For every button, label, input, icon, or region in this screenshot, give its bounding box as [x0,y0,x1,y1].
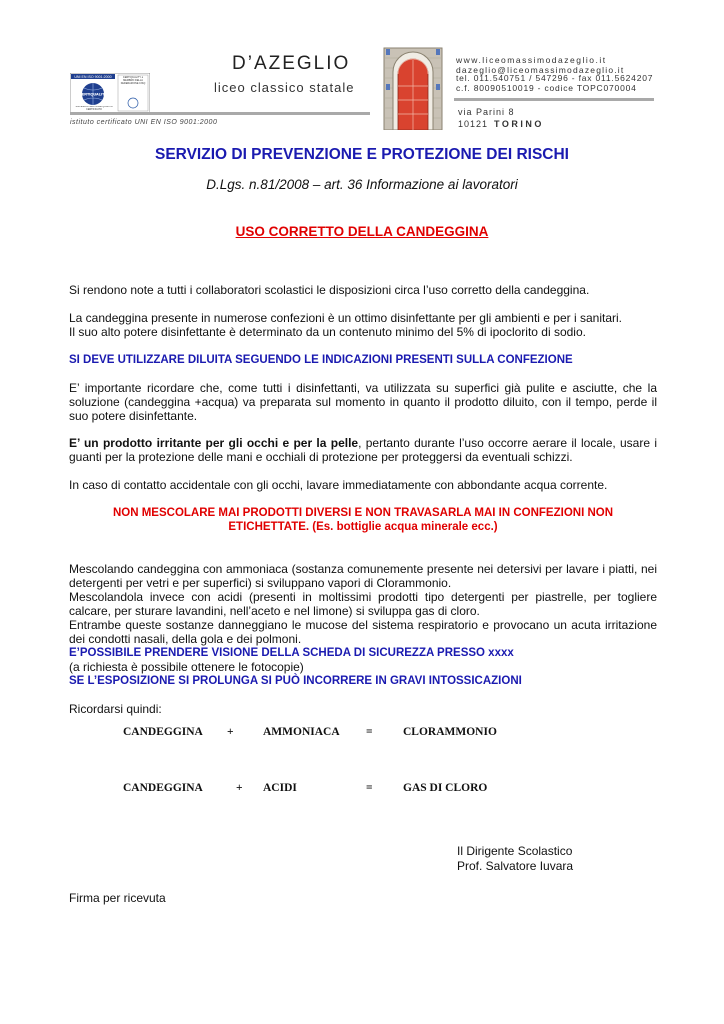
eye-contact-paragraph: In caso di contatto accidentale con gli occhi, lavare immediatamente con abbondante acqua corrente. [69,478,608,492]
formula-2-equals: = [366,782,373,794]
receipt-signature-label: Firma per ricevuta [69,891,166,905]
formula-2-result: GAS DI CLORO [403,782,488,794]
composition-paragraph [69,311,657,339]
header-rule-left [70,112,370,115]
damage-paragraph: Entrambe queste sostanze danneggiano le mucose del sistema respiratorio e provocano un acuta irritazione dei condotti nasali, della gola e dei polmoni. [69,618,657,646]
formula-1-equals: = [366,726,373,738]
signature-name: Prof. Salvatore Iuvara [457,859,574,873]
mixing-warning-line-2: ETICHETTATE. (Es. bottiglie acqua minerale ecc.) [228,521,498,533]
service-title: SERVIZIO DI PREVENZIONE E PROTEZIONE DEI RISCHI [155,146,569,163]
school-name: D’AZEGLIO [232,53,351,74]
postcode: 10121 [458,119,489,129]
composition-line-2: Il suo alto potere disinfettante è determinato da un contenuto minimo del 5% di ipoclorito di sodio. [69,325,586,339]
cert-logo-top-text: UNI EN ISO 9001:2000 [74,75,112,79]
formula-1-b: AMMONIACA [263,726,340,738]
door-logo [378,44,448,130]
fiscal-code-text: c.f. 80090510019 - codice TOPC070004 [456,83,637,93]
cert-logo-side-text: CERTIQUALITY è MEMBRO DELLA FEDERAZIONE CISQ [120,76,146,85]
acids-paragraph: Mescolandola invece con acidi (presenti in moltissimi prodotti tipo detergenti per piastrelle, per togliere calcare, per sturare lavandini, nell’aceto e nel limone) si sviluppa gas di cloro. [69,590,657,618]
street-address: via Parini 8 [458,107,515,117]
composition-line-1: La candeggina presente in numerose confezioni è un ottimo disinfettante per gli ambienti e per i sanitari. [69,311,623,325]
formula-1-a: CANDEGGINA [123,726,203,738]
website-text: www.liceomassimodazeglio.it [456,55,607,65]
irritant-rest: , pertanto durante l’uso occorre aerare il locale, usare i guanti per la protezione delle mani e occhiali di protezione per proteggersi da eventuali schizzi. [69,436,657,464]
formula-2-plus: + [236,782,243,794]
mixing-warning [69,506,657,534]
certification-line: istituto certificato UNI EN ISO 9001:2000 [70,119,218,126]
formula-2-a: CANDEGGINA [123,782,203,794]
mixing-warning-line-1: NON MESCOLARE MAI PRODOTTI DIVERSI E NON TRAVASARLA MAI IN CONFEZIONI NON [112,507,614,519]
header-rule-right [454,98,654,101]
copies-note: (a richiesta è possibile ottenere le fotocopie) [69,660,304,674]
reminder-text: Ricordarsi quindi: [69,702,162,716]
irritant-paragraph [69,436,657,464]
phone-text: tel. 011.540751 / 547296 - fax 011.5624207 [456,73,654,83]
formula-1-result: CLORAMMONIO [403,726,497,738]
exposure-notice: SE L’ESPOSIZIONE SI PROLUNGA SI PUÒ INCORRERE IN GRAVI INTOSSICAZIONI [69,675,522,687]
safety-sheet-notice: E’POSSIBILE PRENDERE VISIONE DELLA SCHEDA DI SICUREZZA PRESSO xxxx [69,647,514,659]
cert-logo-bottom-text: SISTEMA DI GESTIONE QUALITÀ CERTIFICATO [75,106,113,111]
ammonia-paragraph: Mescolando candeggina con ammoniaca (sostanza comunemente presente nei detersivi per lavare i piatti, nei detergenti per vetri e per superfici) si sviluppano vapori di Clorammonio. [69,562,657,590]
irritant-bold: E’ un prodotto irritante per gli occhi e per la pelle [69,436,359,450]
school-type: liceo classico statale [214,80,355,95]
signature-role: Il Dirigente Scolastico [457,844,573,858]
formula-2-b: ACIDI [263,782,297,794]
usage-paragraph: E’ importante ricordare che, come tutti i disinfettanti, va utilizzata su superfici già pulite e asciutte, che la soluzione (candeggina +acqua) va preparata sul momento in quanto il prodotto diluito, con il tempo, perde il suo potere disinfettante. [69,381,657,423]
city-address [458,119,544,129]
certification-logo [70,73,150,113]
intro-paragraph: Si rendono note a tutti i collaboratori scolastici le disposizioni circa l’uso corretto della candeggina. [69,283,590,297]
dilute-notice: SI DEVE UTILIZZARE DILUITA SEGUENDO LE INDICAZIONI PRESENTI SULLA CONFEZIONE [69,354,573,366]
law-reference: D.Lgs. n.81/2008 – art. 36 Informazione ai lavoratori [206,177,518,192]
city-name: TORINO [494,119,544,129]
topic-title: USO CORRETTO DELLA CANDEGGINA [235,224,489,239]
cert-logo-badge: CERTIQUALITY [78,92,108,97]
email-text: dazeglio@liceomassimodazeglio.it [456,65,625,75]
formula-1-plus: + [227,726,234,738]
